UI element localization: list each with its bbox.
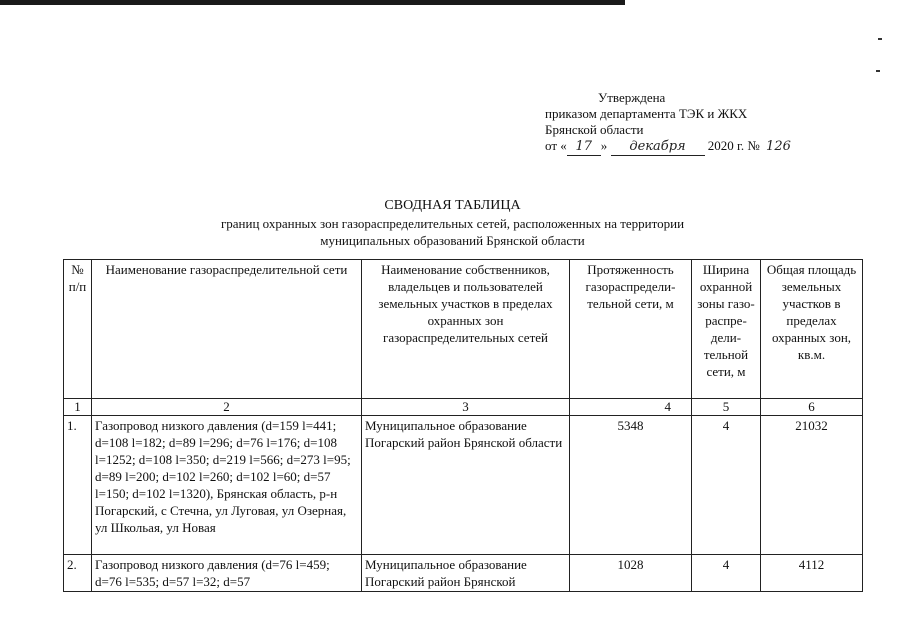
handwritten-month: декабря (611, 139, 705, 156)
document-title: СВОДНАЯ ТАБЛИЦА (384, 198, 521, 213)
row-owner: Муниципальное образование Погарский район Брянской области (362, 416, 570, 555)
summary-table (63, 259, 863, 592)
row-area: 21032 (761, 416, 863, 555)
date-quote: » (600, 138, 608, 153)
column-number: 1 (64, 399, 92, 416)
date-prefix: от « (545, 138, 567, 153)
table-row (64, 416, 863, 555)
row-owner: Муниципальное образование Погарский район Брянской (362, 555, 570, 592)
column-number: 3 (362, 399, 570, 416)
row-length: 1028 (570, 555, 692, 592)
handwritten-order-number: 126 (766, 139, 791, 154)
approval-block (545, 90, 794, 156)
column-number: 4 (570, 399, 692, 416)
approval-date-line (545, 138, 794, 156)
row-number: 1. (64, 416, 92, 555)
row-number: 2. (64, 555, 92, 592)
scan-edge-line (0, 0, 625, 5)
column-number-row (64, 399, 863, 416)
approval-title: Утверждена (598, 90, 666, 105)
row-length: 5348 (570, 416, 692, 555)
scan-speck (876, 70, 880, 72)
column-number: 6 (761, 399, 863, 416)
document-subtitle-line1: границ охранных зон газораспределительных сетей, расположенных на территории (220, 216, 685, 231)
header-cell-area: Общая площадь земельных участков в пределах охранных зон, кв.м. (761, 260, 863, 399)
header-cell-number: № п/п (64, 260, 92, 399)
table-row (64, 555, 863, 592)
header-cell-owners: Наименование собственников, владельцев и пользователей земельных участков в пределах охранных зон газораспределительных сетей (362, 260, 570, 399)
scan-speck (878, 38, 882, 40)
row-area: 4112 (761, 555, 863, 592)
column-number: 5 (692, 399, 761, 416)
handwritten-day: 17 (567, 139, 601, 156)
row-width: 4 (692, 555, 761, 592)
header-cell-width: Ширина охранной зоны газо-распре-дели-тельной сети, м (692, 260, 761, 399)
header-cell-length: Протяженность газораспредели-тельной сети, м (570, 260, 692, 399)
document-subtitle-line2: муниципальных образований Брянской области (320, 233, 585, 248)
row-network: Газопровод низкого давления (d=159 l=441; d=108 l=182; d=89 l=296; d=76 l=176; d=108 l=1252; d=108 l=350; d=219 l=566; d=273 l=95; d=89 l=200; d=102 l=260; d=102 l=60; d=57 l=150; d=102 l=1320), Брянская область, р-н Погарский, с Стечна, ул Луговая, ул Озерная, ул Школьая, ул Новая (92, 416, 362, 555)
approval-order-line: приказом департамента ТЭК и ЖКХ (545, 106, 748, 121)
approval-region-line: Брянской области (545, 122, 644, 137)
date-year: 2020 г. № (707, 138, 760, 153)
row-network: Газопровод низкого давления (d=76 l=459; d=76 l=535; d=57 l=32; d=57 (92, 555, 362, 592)
row-width: 4 (692, 416, 761, 555)
column-number: 2 (92, 399, 362, 416)
header-cell-network: Наименование газораспределительной сети (92, 260, 362, 399)
table-header-row (64, 260, 863, 399)
